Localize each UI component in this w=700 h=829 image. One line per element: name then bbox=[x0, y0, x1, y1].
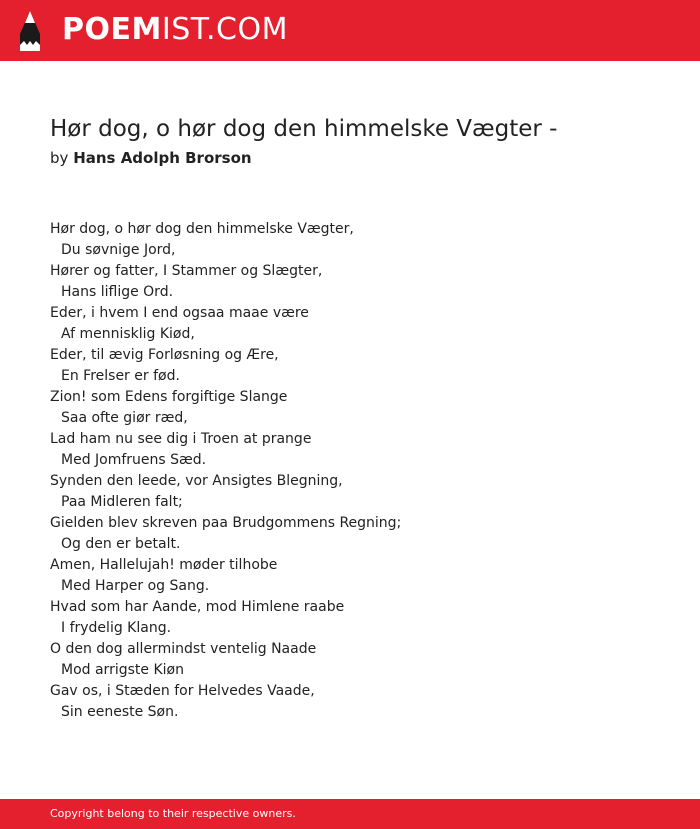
by-label: by bbox=[50, 149, 69, 167]
site-logo[interactable] bbox=[62, 12, 288, 48]
poem-line: Mod arrigste Kiøn bbox=[61, 662, 184, 678]
site-footer bbox=[0, 799, 700, 829]
poem-line: Gav os, i Stæden for Helvedes Vaade, bbox=[50, 683, 315, 699]
poem-line: En Frelser er fød. bbox=[61, 368, 180, 384]
poem-line: Sin eeneste Søn. bbox=[61, 704, 179, 720]
poem-line: I frydelig Klang. bbox=[61, 620, 172, 636]
poem-line: Amen, Hallelujah! møder tilhobe bbox=[50, 557, 278, 573]
poem-line: Hans liflige Ord. bbox=[61, 284, 174, 300]
poem-line: Du søvnige Jord, bbox=[61, 242, 176, 258]
poem-title: Hør dog, o hør dog den himmelske Vægter - bbox=[50, 116, 558, 142]
pencil-icon bbox=[18, 10, 42, 52]
author-name: Hans Adolph Brorson bbox=[73, 149, 252, 167]
poem-body bbox=[50, 219, 401, 723]
poem-line: Af mennisklig Kiød, bbox=[61, 326, 195, 342]
byline bbox=[50, 149, 252, 167]
poem-line: Eder, i hvem I end ogsaa maae være bbox=[50, 305, 309, 321]
poem-line: Eder, til ævig Forløsning og Ære, bbox=[50, 347, 279, 363]
poem-line: Hører og fatter, I Stammer og Slægter, bbox=[50, 263, 323, 279]
copyright-text: Copyright belong to their respective owners. bbox=[50, 807, 296, 820]
poem-line: O den dog allermindst ventelig Naade bbox=[50, 641, 317, 657]
poem-line: Paa Midleren falt; bbox=[61, 494, 183, 510]
poem-line: Og den er betalt. bbox=[61, 536, 181, 552]
poem-line: Saa ofte giør ræd, bbox=[61, 410, 188, 426]
poem-line: Synden den leede, vor Ansigtes Blegning, bbox=[50, 473, 343, 489]
poem-line: Hør dog, o hør dog den himmelske Vægter, bbox=[50, 221, 354, 237]
logo-light-text: IST.COM bbox=[161, 12, 288, 47]
site-header bbox=[0, 0, 700, 61]
poem-line: Hvad som har Aande, mod Himlene raabe bbox=[50, 599, 345, 615]
poem-line: Gielden blev skreven paa Brudgommens Regning; bbox=[50, 515, 402, 531]
poem-line: Med Harper og Sang. bbox=[61, 578, 210, 594]
logo-bold-text: POEM bbox=[62, 12, 162, 47]
poem-line: Med Jomfruens Sæd. bbox=[61, 452, 207, 468]
poem-line: Zion! som Edens forgiftige Slange bbox=[50, 389, 288, 405]
poem-line: Lad ham nu see dig i Troen at prange bbox=[50, 431, 312, 447]
